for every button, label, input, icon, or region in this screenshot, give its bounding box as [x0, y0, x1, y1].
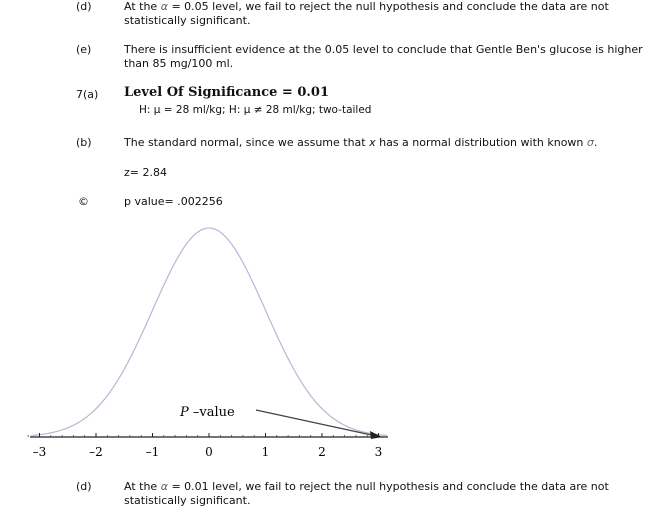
x-tick-label: –3: [32, 445, 47, 459]
c-label: ©: [78, 195, 89, 208]
x-tick-label: 0: [205, 445, 213, 459]
normal-curve-chart: [0, 215, 420, 465]
text-part: At the: [124, 0, 158, 13]
p-letter: P: [180, 405, 189, 420]
item-label-e: (e): [76, 43, 92, 56]
sigma-symbol: σ: [586, 136, 594, 149]
text-part: statistically significant.: [124, 14, 251, 27]
x-axis: [28, 433, 388, 459]
text-part: than 85 mg/100 ml.: [124, 57, 234, 70]
value-text: –value: [188, 405, 235, 420]
b-label: (b): [76, 136, 92, 149]
text-part: At the: [124, 480, 158, 493]
x-tick-label: 1: [261, 445, 270, 459]
text-part: = 0.01 level, we fail to reject the null hypothesis and conclude the data are not: [167, 480, 609, 493]
text-part: has a normal distribution with known: [375, 136, 587, 149]
text-part: = 0.05 level, we fail to reject the null hypothesis and conclude the data are not: [167, 0, 609, 13]
text-part: There is insufficient evidence at the 0.05 level to conclude that Gentle Ben's glucose is higher: [124, 43, 643, 56]
item-text-d: [124, 0, 644, 28]
text-part: .: [593, 136, 598, 149]
item-text-e: [124, 43, 644, 71]
x-tick-label: –2: [89, 445, 103, 459]
p-value: p value= .002256: [124, 195, 223, 208]
x-variable: x: [369, 136, 376, 149]
b-text: [124, 136, 644, 150]
x-tick-label: 2: [318, 445, 326, 459]
alpha-symbol: α: [160, 0, 168, 13]
q7-hypotheses: H: μ = 28 ml/kg; H: μ ≠ 28 ml/kg; two-tailed: [139, 104, 372, 116]
x-tick-label: 3: [374, 445, 383, 459]
alpha-symbol: α: [160, 480, 168, 493]
text-part: The standard normal, since we assume that: [124, 136, 370, 149]
d2-label: (d): [76, 480, 92, 493]
p-value-arrow: [256, 410, 376, 436]
d2-text: [124, 480, 644, 508]
q7-heading: Level Of Significance = 0.01: [124, 85, 329, 100]
item-label-d: (d): [76, 0, 92, 13]
z-value: z= 2.84: [124, 166, 167, 179]
p-value-annotation: [179, 405, 235, 420]
x-tick-label: –1: [145, 445, 160, 459]
text-part: statistically significant.: [124, 494, 251, 507]
q7-label: 7(a): [76, 88, 99, 101]
